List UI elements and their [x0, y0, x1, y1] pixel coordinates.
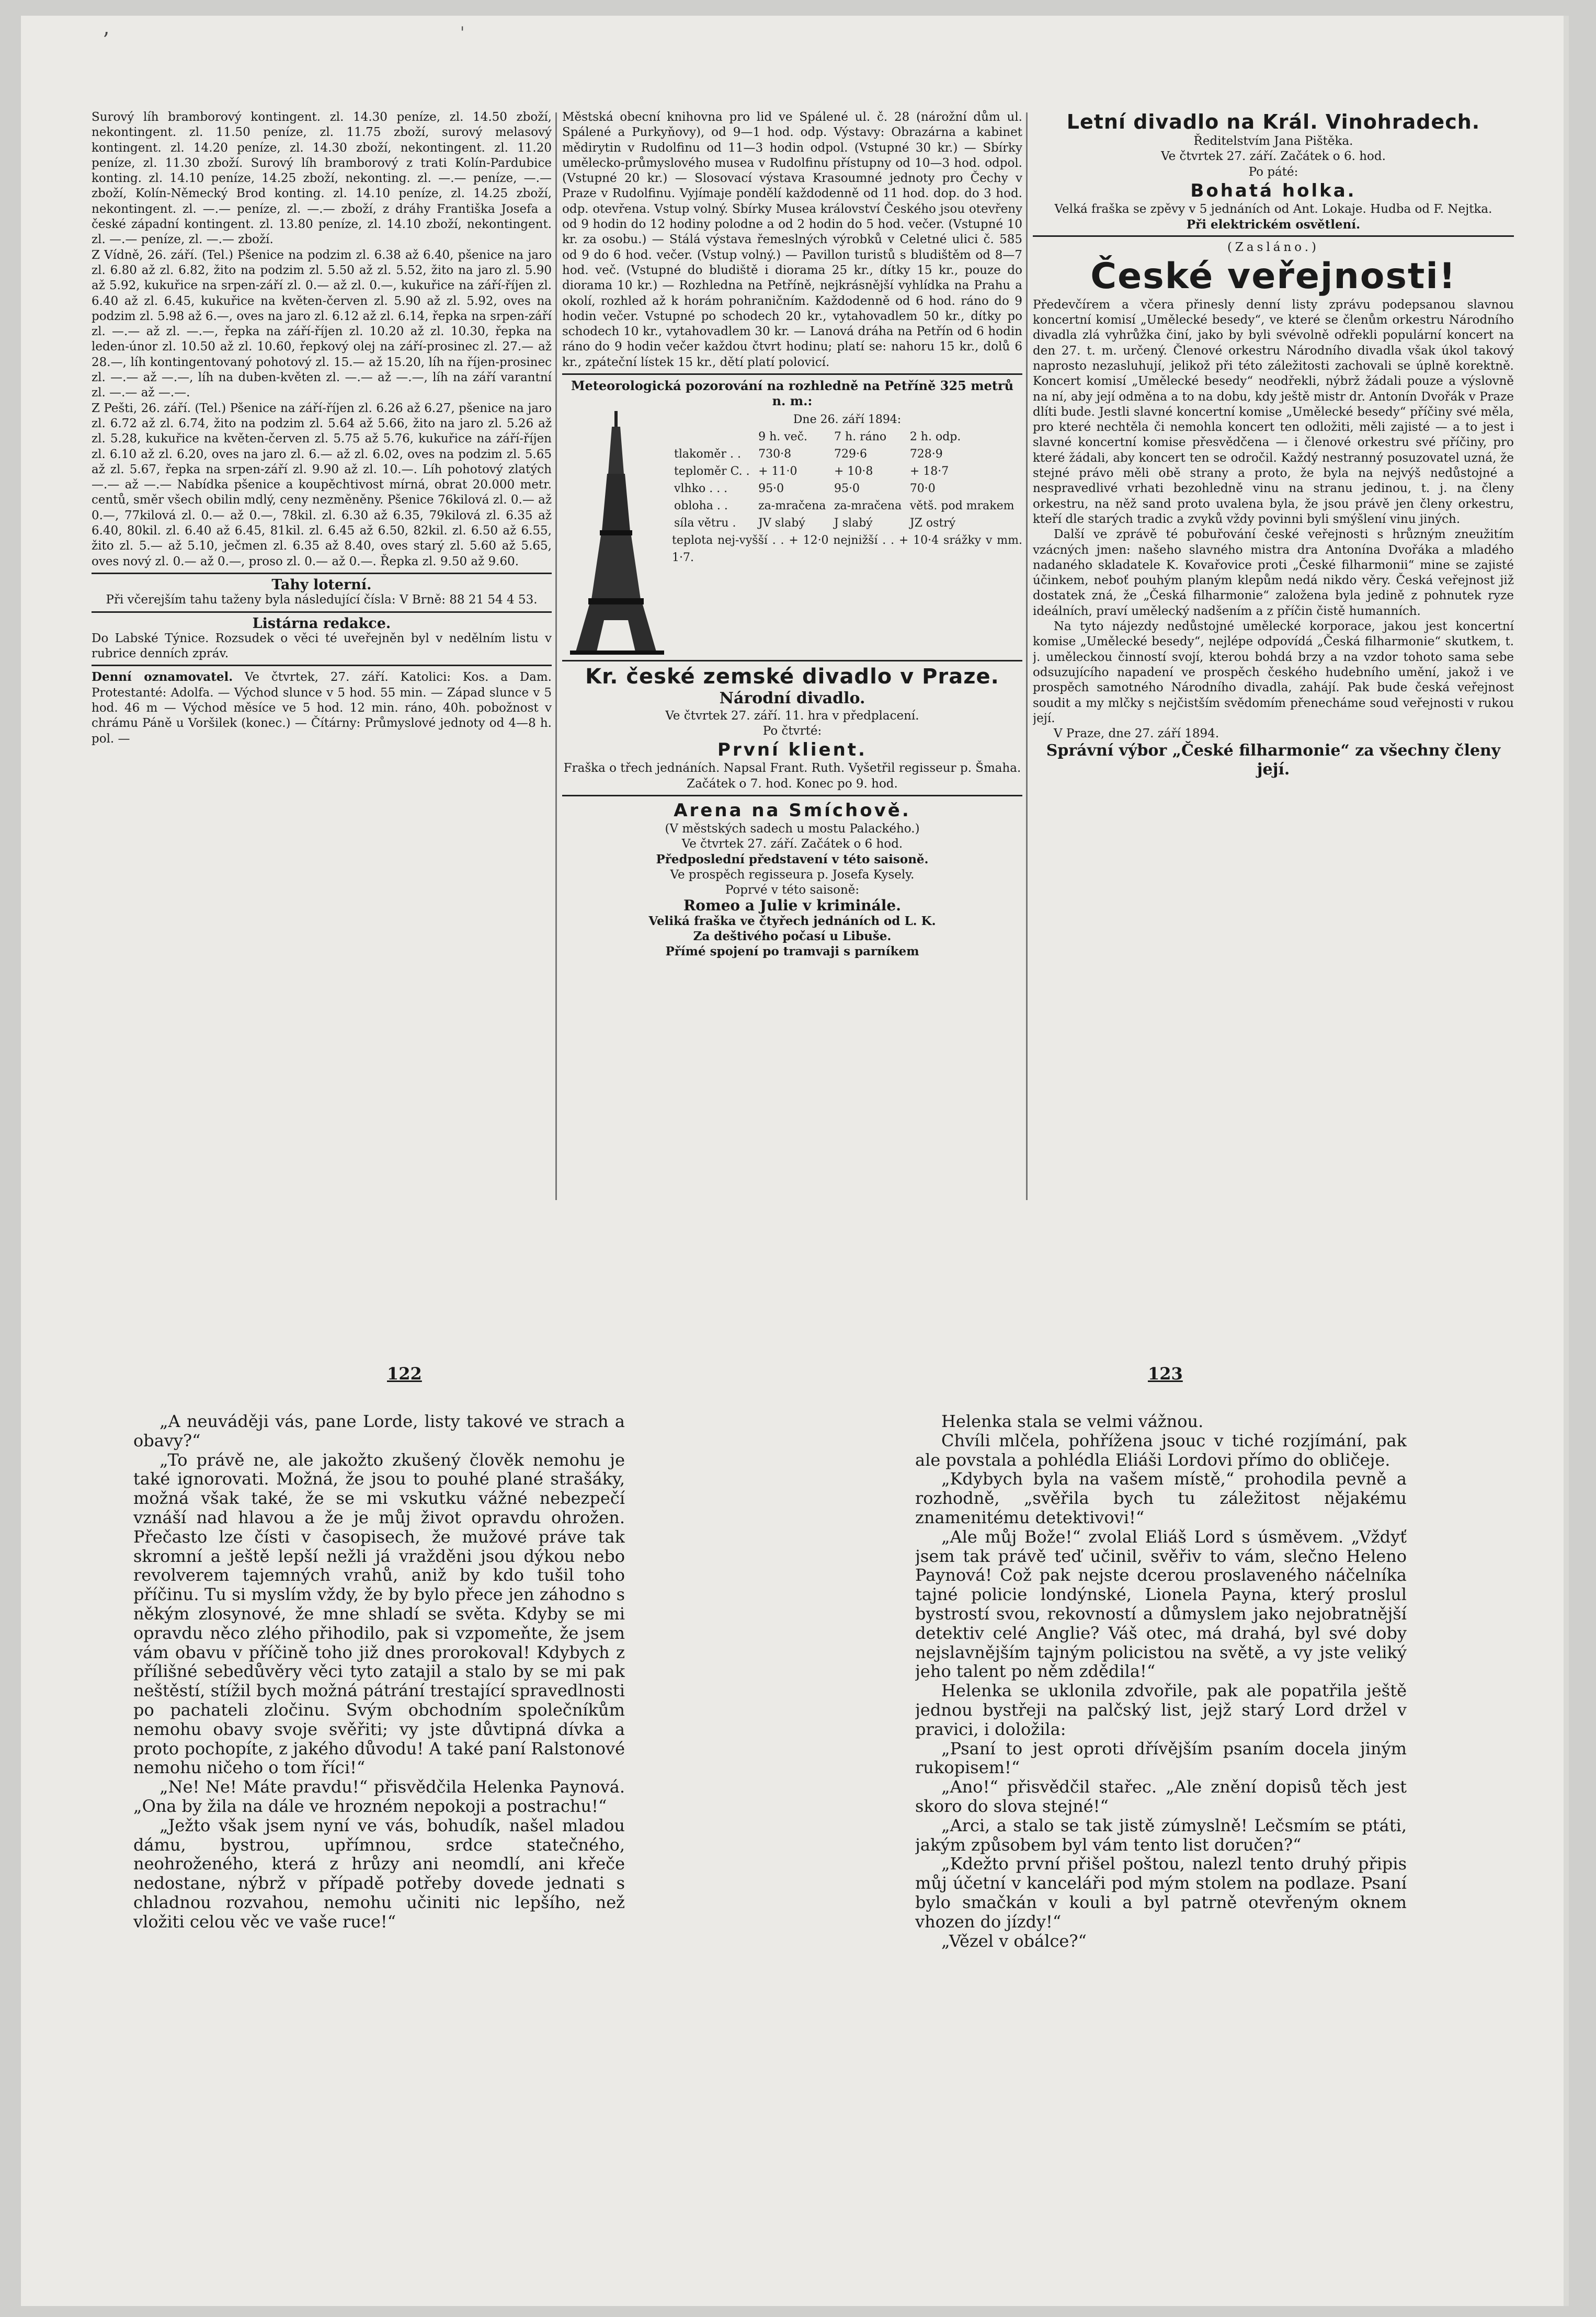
sent-label: (Zasláno.) [1227, 241, 1320, 255]
pest-report: Z Pešti, 26. září. (Tel.) Pšenice na září-říjen zl. 6.26 až 6.27, pšenice na jaro zl. 6.72 až zl. 6.74, žito na podzim zl. 5.64 až 5.66, žito na jaro zl. 5.26 až zl. 5.28, kukuřice na květen-červen zl. 5.75 až 5.76, kukuřice na září-říjen zl. 6.10 až zl. 6.20, oves na jaro zl. 6.— až zl. 6.02, oves na podzim zl. 5.65 až zl. 5.67, řepka na srpen-září zl. 9.90 až zl. 10.—. Líh pohotový zlatých —.— až —.— Nabídka pšenice a koupěchtivost mírná, obrat 20.000 metr. centů, směr všech obilin mdlý, ceny nezměněny. Pšenice 76kilová zl. 0.— až 0.—, 77kilová zl. 0.— až 0.—, 78kil. zl. 6.30 až 6.35, 79kilová zl. 6.35 až 6.40, 80kil. zl. 6.40 až 6.45, 81kil. zl. 6.45 až 6.50, 82kil. zl. 6.50 až 6.55, žito zl. 5.— až 5.10, ječmen zl. 6.35 až 8.40, oves starý zl. 5.60 až 5.65, oves nový zl. 0.— až 0.—, proso zl. 0.— až 0.—. Řepka zl. 9.50 až 9.60. [92, 401, 552, 568]
table-row: tlakoměr . . 730·8 729·6 728·9 [674, 447, 943, 461]
summer-order: Po páté: [1248, 165, 1298, 179]
summer-play-info: Velká fraška se zpěvy v 5 jednáních od Ant. Lokaje. Hudba od F. Nejtka. [1054, 202, 1492, 216]
story-paragraph: „Psaní to jest oproti dřívějším psaním docela jiným rukopisem!“ [915, 1738, 1407, 1778]
arena-benefit: Ve prospěch regisseura p. Josefa Kysely. [670, 868, 915, 882]
notice-body-2: Další ve zprávě té pobuřování české veřejnosti s hrůzným zneužitím vzácných jmen: našeho slavného mistra dra Antonína Dvořáka a mladého nadaného skladatele K. Kovařovice proti „České filharmonii“ mine se zajisté účinkem, neboť pouhým planým klepům nedá nikdo věry. Česká veřejnost již dostatek zná, že „Česká filharmonie“ založena byla jedině z pohnutek ryze ideálních, praví umělecký nadšením a z příčin čistě humanních. [1033, 528, 1514, 618]
arena-heading: Arena na Smíchově. [674, 800, 911, 821]
meteorology-extra: teplota nej-vyšší . . + 12·0 nejnižší . . + 10·4 srážky v mm. 1·7. [672, 533, 1022, 564]
margin-mark-right: ' [460, 24, 465, 42]
meteorology-block [562, 411, 1022, 657]
summer-play-title: Bohatá holka. [1190, 180, 1356, 201]
story-paragraph: Helenka se uklonila zdvořile, pak ale popatřila ještě jednou bystřeji na palčský list, jejž starý Lord držel v pravici, i doložila: [915, 1681, 1407, 1739]
story-page-right [915, 1412, 1407, 2050]
summer-theatre-heading: Letní divadlo na Král. Vinohradech. [1066, 110, 1480, 133]
petrin-tower-illustration [562, 411, 672, 657]
arena-order: Poprvé v této saisoně: [725, 883, 860, 897]
story-paragraph: „Ano!“ přisvědčil stařec. „Ale znění dopisů těch jest skoro do slova stejné!“ [915, 1777, 1407, 1816]
story-page-left [133, 1412, 625, 2050]
arena-note: Předposlední představení v této saisoně. [656, 852, 929, 867]
table-row: obloha . . za-mračena za-mračena větš. pod mrakem [674, 499, 1014, 512]
story-paragraph: „Arci, a stalo se tak jistě zúmyslně! Lečsmím se ptáti, jakým způsobem byl vám tento list doručen?“ [915, 1815, 1407, 1855]
theatre-heading: Kr. české zemské divadlo v Praze. [585, 664, 999, 689]
story-paragraph: „Kdežto první přišel poštou, nalezl tento druhý připis můj účetní v kanceláři pod mým stolem na podlaze. Psaní bylo smačkán v kouli a byl patrně otevřeným oknem vhozen do jízdy!“ [915, 1854, 1407, 1932]
letters-heading: Listárna redakce. [252, 615, 391, 632]
story-paragraph: „A neuváději vás, pane Lorde, listy takové ve strach a obavy?“ [133, 1412, 625, 1451]
notice-body: Předevčírem a včera přinesly denní listy zprávu podepsanou slavnou koncertní komisí „Umělecké besedy“, ve které se členům orkestru Národního divadla zlá vyhrůžka činí, jako by byli svévolně odřekli populární koncert na den 27. t. m. určený. Členové orkestru Národního divadla však úkol takový naprosto nezasluhují, jelikož při této záležitosti zachovali se úplně korektně. Koncert komisí „Umělecké besedy“ neodřekli, nýbrž žádali pouze a výslovně na ní, aby její odměna a to na dobu, kdy ještě mistr dr. Antonín Dvořák v Praze dlíti bude. Jestli slavné koncertní komise „Umělecké besedy“ příčiny své měla, pro které nechtěla či nemohla koncert ten odložiti, měli zajisté — a to jest i slavné koncertní komise přesvědčena — i členové orkestru své příčiny, pro které žádali, aby koncert ten se odročil. Každý nestranný posuzovatel uzná, že stejné právo měli obě strany a proto, že byla na nejvýš nedůstojné a nespravedlivé vrhati bezohledně vinu na stranu jedinou, t. j. na členy orkestru, na něž sand proto uvalena byla, že jsou právě jen členy orkestru, kteří dle starých tradic a zvyků vždy povinni byli smýšlení vinu jiných. [1033, 298, 1514, 526]
arena-play-title: Romeo a Julie v kriminále. [683, 897, 901, 915]
market-reports-column [92, 110, 552, 1203]
national-theatre-heading: Národní divadlo. [719, 689, 865, 707]
public-notice-column [1033, 110, 1514, 1229]
national-play-info: Fraška o třech jednáních. Napsal Frant. Ruth. Vyšetřil regisseur p. Šmaha. [563, 761, 1021, 775]
page-number-right: 123 [1148, 1364, 1183, 1384]
column-rule [1026, 112, 1028, 1200]
summer-lighting-note: Při elektrickém osvětlení. [1186, 218, 1361, 232]
col-header: 9 h. več. [758, 430, 808, 443]
story-paragraph: Helenka stala se velmi vážnou. [941, 1412, 1204, 1431]
lottery-heading: Tahy loterní. [271, 576, 372, 593]
table-row: vlhko . . . 95·0 95·0 70·0 [674, 482, 936, 495]
vienna-report: Z Vídně, 26. září. (Tel.) Pšenice na podzim zl. 6.38 až 6.40, pšenice na jaro zl. 6.80 až zl. 6.82, žito na podzim zl. 5.50 až zl. 5.52, žito na jaro zl. 5.90 až 5.92, kukuřice na srpen-září zl. 0.— až zl. 0.—, kukuřice na září-říjen zl. 6.40 až zl. 6.45, kukuřice na květen-červen zl. 5.90 až zl. 5.92, oves na podzim zl. 5.98 až 6.—, oves na jaro zl. 6.12 až zl. 6.14, řepka na srpen-září zl. —.— až zl. —.—, řepka na září-říjen zl. 10.20 až zl. 10.30, řepka na leden-únor zl. 10.50 až zl. 10.60, řepkový olej na září-prosinec zl. 27.— až 28.—, líh kontingentovaný pohotový zl. 15.— až 15.20, líh na říjen-prosinec zl. —.— až —.—, líh na duben-květen zl. —.— až —.—, líh na září varantní zl. —.— až —.—. [92, 248, 552, 400]
meteorology-date: Dne 26. září 1894: [793, 413, 902, 426]
col-header: 7 h. ráno [834, 430, 887, 443]
col-header: 2 h. odp. [909, 430, 961, 443]
story-paragraph: „To právě ne, ale jakožto zkušený člověk nemohu je také ignorovati. Možná, že jsou to pouhé plané strašáky, možná však také, že se mi vskutku vážné nebezpečí vznáší nad hlavou a že je můj život opravdu ohrožen. Přečasto lze čísti v časopisech, že mužové práve tak skromní a ještě lepší nežli já vražděni jsou dýkou nebo revolverem tajemných vrahů, aniž by kdo tušil toho příčinu. Tu si myslím vždy, že by bylo přece jen záhodno s někým zlosynové, že mne shladí se světa. Kdyby se mi opravdu něco zlého přihodilo, pak si vzpomeňte, že jsem vám obavu v příčině toho již dnes prorokoval! Kdybych z přílišné sebedůvěry věci tyto zatajil a stalo by se mi pak neštěstí, stížil bych možná pátrání trestající spravedlnosti po pachateli zločinu. Svým obchodním společníkům nemohu obavy svoje svěřiti; vy jste důvtipná dívka a proto pochopíte, z jakého důvodu! A také paní Ralstonové nemohu ničeho o tom říci!“ [133, 1449, 625, 1778]
story-paragraph: Chvíli mlčela, pohřížena jsouc v tiché rozjímání, pak ale povstala a pohlédla Eliáši Lordovi přímo do obličeje. [915, 1430, 1407, 1470]
national-date: Ve čtvrtek 27. září. 11. hra v předplacení. [665, 709, 919, 723]
national-times: Začátek o 7. hod. Konec po 9. hod. [687, 777, 898, 791]
arena-date: Ve čtvrtek 27. září. Začátek o 6 hod. [681, 837, 903, 851]
notice-signature: Správní výbor „České filharmonie“ za všechny členy její. [1046, 741, 1501, 779]
meteorology-table [672, 411, 1022, 657]
spirits-report: Surový líh bramborový kontingent. zl. 14.30 peníze, zl. 14.50 zboží, nekontingent. zl. 11.50 peníze, zl. 11.75 zboží, surový melasový kontingent. zl. 14.20 peníze, zl. 14.30 zboží, nekontingent. zl. 11.20 peníze, zl. 11.30 zboží. Surový líh bramborový z trati Kolín-Pardubice konting. zl. 14.10 peníze, 14.25 zboží, nekonting. zl. —.— peníze, —.— zboží, Kolín-Německý Brod konting. zl. 14.10 peníze, zl. 14.25 zboží, nekontingent. zl. —.— peníze, zl. —.— zboží, z dráhy Františka Josefa a české západní kontingent. zl. 13.80 peníze, zl. 14.10 zboží, nekontingent. zl. —.— peníze, zl. —.— zboží. [92, 110, 552, 247]
exhibitions-text: Městská obecní knihovna pro lid ve Spálené ul. č. 28 (nárožní dům ul. Spálené a Purkyňovy), od 9—1 hod. odp. Výstavy: Obrazárna a kabinet mědirytin v Rudolfinu od 11—3 hodin odpol. (Vstupné 30 kr.) — Sbírky umělecko-průmyslového musea v Rudolfinu přístupny od 10—3 hod. odpol. (Vstupné 20 kr.) — Slosovací výstava Krasoumné jednoty pro Čechy v Praze v Rudolfinu. Vyjímaje pondělí každodenně od 11 hod. dop. do 3 hod. odp. otevřena. Vstup volný. Sbírky Musea království Českého jsou otevřeny od 9 hodin do 12 hodiny polodne a od 2 hodin do 5 hod. večer. (Vstupné 10 kr. za osobu.) — Stálá výstava řemeslných výrobků v Celetné ulici č. 585 od 9 do 6 hod. večer. (Vstup volný.) — Pavillon turistů s bludištěm od 8—7 hod. več. (Vstupné do bludiště i diorama 25 kr., dítky 15 kr., pouze do diorama 10 kr.) — Rozhledna na Petříně, nejkrásnější vyhlídka na Prahu a okolí, rozhled až k horám pohraničním. Každodenně od 6 hod. ráno do 9 hodin večer. Vstupné po schodech 20 kr., vytahovadlem 50 kr., dítky po schodech 10 kr., vytahovadlem 30 kr. — Lanová dráha na Petřín od 6 hodin ráno do 9 hodin večer každou čtvrt hodinu; platí se: nahoru 15 kr., dolů 6 kr., zpáteční lístek 15 kr., dětí platí polovicí. [562, 110, 1022, 369]
arena-rain-note: Za deštivého počasí u Libuše. [693, 929, 892, 943]
story-paragraph: „Ježto však jsem nyní ve vás, bohudík, našel mladou dámu, bystrou, upřímnou, srdce statečného, neohroženého, která z hrůzy ani neomdlí, ani křeče nedostane, nýbrž v případě potřeby dovede jednati s chladnou rozvahou, nemohu učiniti nic lepšího, než vložiti celou věc ve vaše ruce!“ [133, 1815, 625, 1932]
summer-management: Ředitelstvím Jana Pištěka. [1193, 134, 1353, 148]
letters-text: Do Labské Týnice. Rozsudek o věci té uveřejněn byl v nedělním listu v rubrice denních zpráv. [92, 631, 552, 661]
announcements-column [562, 110, 1022, 1203]
lottery-text: Při včerejším tahu taženy byla následující čísla: V Brně: 88 21 54 4 53. [106, 593, 538, 607]
story-paragraph: „Ale můj Bože!“ zvolal Eliáš Lord s úsměvem. „Vždyť jsem tak právě teď učinil, svěřiv to vám, slečno Heleno Paynová! Což pak nejste dcerou proslaveného náčelníka tajné policie londýnské, Lionela Payna, který proslul bystrostí svou, rekovností a důmyslem jako nejobratnější detektiv celé Anglie? Váš otec, má drahá, byl své doby nejslavnějším tajným policistou na světě, a vy jste veliký jeho talent po něm zdědila!“ [915, 1526, 1407, 1682]
national-order: Po čtvrté: [762, 724, 822, 738]
daily-heading: Denní oznamovatel. [92, 670, 233, 684]
notice-date: V Praze, dne 27. září 1894. [1054, 727, 1219, 741]
national-play-title: První klient. [717, 739, 867, 761]
summer-date: Ve čtvrtek 27. září. Začátek o 6. hod. [1161, 150, 1386, 164]
story-paragraph: „Ne! Ne! Máte pravdu!“ přisvědčila Helenka Paynová. „Ona by žila na dále ve hrozném nepokoji a postrachu!“ [133, 1777, 625, 1816]
arena-transport: Přímé spojení po tramvaji s parníkem [665, 944, 919, 959]
story-paragraph: „Kdybych byla na vašem místě,“ prohodila pevně a rozhodně, „svěřila bych tu záležitost nějakému znamenitému detektivovi!“ [915, 1469, 1407, 1527]
arena-location: (V městských sadech u mostu Palackého.) [665, 821, 920, 836]
notice-body-3: Na tyto nájezdy nedůstojné umělecké korporace, jakou jest koncertní komise „Umělecké besedy“, nejlépe odpovídá „Česká filharmonie“ skutkem, t. j. uměleckou činností svojí, kterou bohdá brzy a na vzdor tohoto sama sebe odsuzujícího napadení ve prospěch českého hudebního umění, jakož i ve prospěch samotného Národního divadla, zahájí. Pak bude česká veřejnost soudit a my mlčky s nejčistším svědomím přenecháme soud veřejnosti v rukou její. [1033, 620, 1514, 725]
page-number-left: 122 [387, 1364, 422, 1384]
meteorology-heading: Meteorologická pozorování na rozhledně na Petříně 325 metrů n. m.: [571, 378, 1014, 409]
story-paragraph: „Vězel v obálce?“ [941, 1931, 1087, 1951]
arena-play-info: Veliká fraška ve čtyřech jednáních od L. K. [648, 914, 936, 928]
public-notice-heading: České veřejnosti! [1090, 255, 1456, 297]
table-row: síla větru . JV slabý J slabý JZ ostrý [674, 516, 956, 530]
daily-text: Ve čtvrtek, 27. září. Katolici: Kos. a Dam. Protestanté: Adolfa. — Východ slunce v 5 hod. 55 min. — Západ slunce v 5 hod. 46 m — Východ měsíce ve 5 hod. 12 min. ráno, 40h. pobožnost v chrámu Páně u Voršilek (konec.) — Čítárny: Průmyslové jednoty od 4—8 h. pol. — [92, 670, 552, 746]
table-row: teploměr C. . + 11·0 + 10·8 + 18·7 [674, 464, 949, 478]
margin-mark-left: ʼ [102, 29, 109, 53]
column-rule [555, 112, 557, 1200]
